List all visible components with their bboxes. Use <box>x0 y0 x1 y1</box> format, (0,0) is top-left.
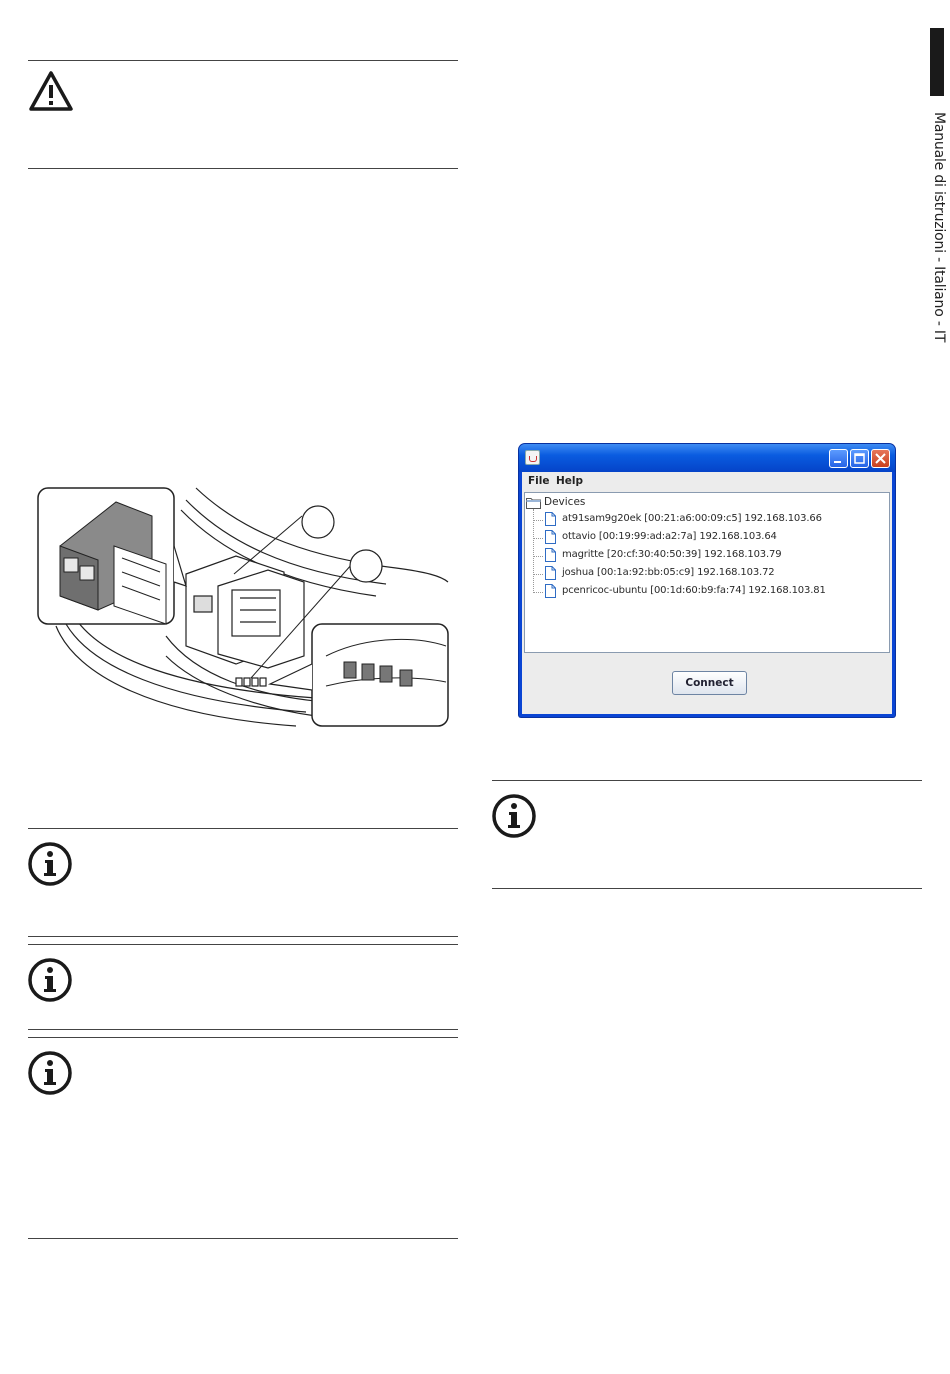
device-label: pcenricoc-ubuntu [00:1d:60:b9:fa:74] 192.168.103.81 <box>562 585 826 596</box>
info-circle-icon <box>26 1049 74 1097</box>
divider <box>28 168 458 169</box>
warning-triangle-icon <box>28 70 74 112</box>
info-circle-icon <box>26 956 74 1004</box>
divider <box>28 1029 458 1030</box>
divider <box>492 780 922 781</box>
tree-connector <box>533 574 543 575</box>
divider <box>28 828 458 829</box>
tree-item-device[interactable] <box>533 547 883 565</box>
divider <box>492 888 922 889</box>
side-tab-label: Manuale di istruzioni - Italiano - IT <box>931 112 947 343</box>
tree-connector <box>533 538 543 539</box>
file-icon <box>545 530 556 544</box>
divider <box>28 936 458 937</box>
menu-bar <box>522 472 892 492</box>
window-client-area <box>522 472 892 714</box>
tree-item-device[interactable] <box>533 583 883 601</box>
tree-root-label: Devices <box>544 496 586 508</box>
divider <box>28 1037 458 1038</box>
hardware-illustration <box>36 486 450 730</box>
info-circle-icon <box>26 840 74 888</box>
maximize-icon <box>851 450 868 467</box>
divider <box>28 944 458 945</box>
tree-connector <box>533 520 543 521</box>
divider <box>28 60 458 61</box>
device-label: joshua [00:1a:92:bb:05:c9] 192.168.103.72 <box>562 567 775 578</box>
minimize-icon <box>830 450 847 467</box>
menu-file[interactable]: File <box>528 475 550 487</box>
tree-connector <box>533 592 543 593</box>
connect-button[interactable]: Connect <box>672 671 747 695</box>
section-tab-marker <box>930 28 944 96</box>
tree-connector <box>533 556 543 557</box>
device-label: at91sam9g20ek [00:21:a6:00:09:c5] 192.168.103.66 <box>562 513 822 524</box>
file-icon <box>545 512 556 526</box>
device-label: ottavio [00:19:99:ad:a2:7a] 192.168.103.64 <box>562 531 777 542</box>
menu-help[interactable]: Help <box>556 475 584 487</box>
java-app-icon <box>525 450 540 465</box>
tree-item-device[interactable] <box>533 511 883 529</box>
device-tree[interactable] <box>524 492 890 653</box>
info-circle-icon <box>490 792 538 840</box>
minimize-button[interactable] <box>829 449 848 468</box>
device-chooser-window <box>519 444 895 717</box>
maximize-button[interactable] <box>850 449 869 468</box>
file-icon <box>545 548 556 562</box>
close-icon <box>872 450 889 467</box>
file-icon <box>545 566 556 580</box>
tree-item-device[interactable] <box>533 529 883 547</box>
file-icon <box>545 584 556 598</box>
device-label: magritte [20:cf:30:40:50:39] 192.168.103.79 <box>562 549 782 560</box>
window-titlebar[interactable] <box>519 444 895 472</box>
divider <box>28 1238 458 1239</box>
tree-item-device[interactable] <box>533 565 883 583</box>
close-button[interactable] <box>871 449 890 468</box>
folder-icon <box>526 497 541 509</box>
